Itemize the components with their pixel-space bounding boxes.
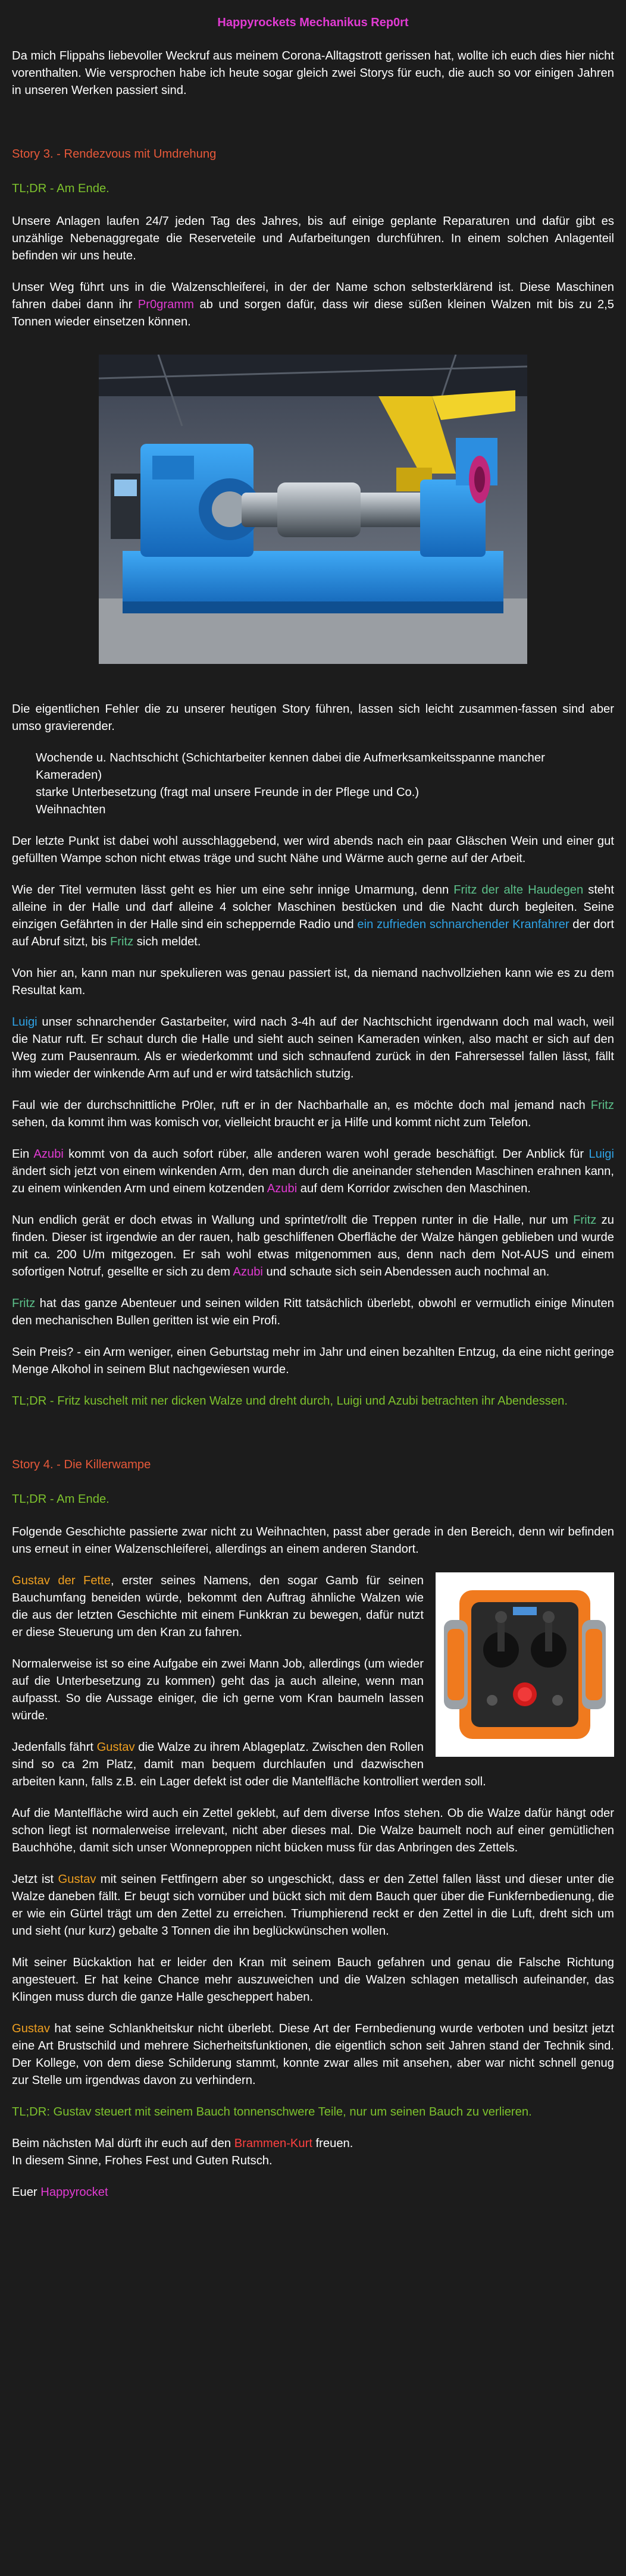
story3-paragraph-12: Sein Preis? - ein Arm weniger, einen Geburtstag mehr im Jahr und einen bezahlten Entzug, da eine nicht geringe Menge Alkohol in seinem Blut nachgewiesen wurde. xyxy=(12,1346,614,1376)
story3-title: Story 3. - Rendezvous mit Umdrehung xyxy=(12,148,217,161)
story4-tldr: TL;DR - Am Ende. xyxy=(12,1493,109,1506)
highlight-luigi: Luigi xyxy=(12,1016,37,1029)
highlight-luigi: Luigi xyxy=(589,1148,615,1161)
intro-paragraph: Da mich Flippahs liebevoller Weckruf aus meinem Corona-Alltagstrott gerissen hat, wollte ich euch dies hier nicht vorenthalten. Wie versprochen habe ich heute sogar gleich zwei Storys für euch, die auch so vor einigen Jahren in unseren Werken passiert sind. xyxy=(12,49,614,97)
highlight-azubi: Azubi xyxy=(267,1182,298,1195)
highlight-fritz: Fritz xyxy=(109,935,134,948)
story4-paragraph-6: Jetzt ist Gustav mit seinen Fettfingern aber so ungeschickt, dass er den Zettel fallen lässt und dieser unter die Walze daneben fällt. Er beugt sich vornüber und bückt sich mit dem Bauch quer über die Funkfernbedienung, die er wie ein Gürtel trägt um den Zettel zu erreichen. Triumphierend reckt er den Zettel in die Luft, dreht sich um und sieht (nur kurz) gebalte 3 Tonnen die ihn beglückwünschen wollen. xyxy=(12,1873,614,1938)
story3-paragraph-11: Fritz hat das ganze Abenteuer und seinen wilden Ritt tatsächlich überlebt, obwohl er vermutlich einige Minuten den mechanischen Bullen geritten ist wie ein Profi. xyxy=(12,1297,614,1327)
story4-paragraph-2: Gustav der Fette, erster seines Namens, den sogar Gamb für seinen Bauchumfang beneiden würde, bekommt den Auftrag ähnliche Walzen wie die aus der letzten Geschichte mit einem Funkkran zu bewegen, dafür nutzt er diese Steuerung um den Kran zu fahren. xyxy=(12,1574,424,1639)
story3-paragraph-10: Nun endlich gerät er doch etwas in Wallung und sprintet/rollt die Treppen runter in die Halle, nur um Fritz zu finden. Dieser ist irgendwie an der rauen, halb geschliffenen Oberfläche der Walze hängen geblieben und wurde mit ca. 200 U/m mitgezogen. Er sah wohl etwas mitgenommen aus, denn nach dem Not-AUS und einem sofortigen Notruf, gesellte er sich zu dem Azubi und schaute sich sein Abendessen auch nochmal an. xyxy=(12,1214,614,1278)
story3-paragraph-7: Luigi unser schnarchender Gastarbeiter, wird nach 3-4h auf der Nachtschicht irgendwann doch mal wach, weil die Natur ruft. Er schaut durch die Halle und sieht auch seinen Kameraden winken, also macht er sich auf den Weg zum Pausenraum. Als er wiederkommt und sich schnaufend zurück in den Fahrersessel fallen lässt, fällt ihm wieder der winkende Arm auf und er wird tatsächlich stutzig. xyxy=(12,1016,614,1080)
story3-paragraph-8: Faul wie der durchschnittliche Pr0ler, ruft er in der Nachbarhalle an, es möchte doch mal jemand nach Fritz sehen, da kommt ihm was komisch vor, vielleicht braucht er ja Hilfe und kommt nicht zum Telefon. xyxy=(12,1099,614,1129)
story4-paragraph-4: Jedenfalls fährt Gustav die Walze zu ihrem Ablageplatz. Zwischen den Rollen sind so ca 2m Platz, damit man bequem durchlaufen und dazwischen arbeiten kann, falls z.B. ein Lager defekt ist oder die Mantelfläche kontrolliert werden soll. xyxy=(12,1741,486,1788)
list-item: starke Unterbesetzung (fragt mal unsere Freunde in der Pflege und Co.) xyxy=(36,786,420,799)
highlight-brammen-kurt: Brammen-Kurt xyxy=(234,2137,312,2150)
story3-tldr-summary: TL;DR - Fritz kuschelt mit ner dicken Walze und dreht durch, Luigi und Azubi betrachten ihr Abendessen. xyxy=(12,1394,568,1408)
story4-float-section xyxy=(12,1572,614,1805)
highlight-azubi: Azubi xyxy=(33,1148,64,1161)
highlight-fritz: Fritz xyxy=(590,1099,614,1112)
section-gap xyxy=(12,114,614,146)
section-gap xyxy=(12,1424,614,1456)
story3-paragraph-4: Der letzte Punkt ist dabei wohl ausschlaggebend, wer wird abends nach ein paar Gläschen Wein und einer gut gefüllten Wampe schon nicht etwas träge und sucht Nähe und Wärme auch gerne auf der Arbeit. xyxy=(12,835,614,865)
story3-paragraph-3: Die eigentlichen Fehler die zu unserer heutigen Story führen, lassen sich leicht zusammen-fassen sind aber umso gravierender. xyxy=(12,703,614,733)
story4-paragraph-8: Gustav hat seine Schlankheitskur nicht überlebt. Diese Art der Fernbedienung wurde verboten und besitzt jetzt eine Art Brustschild und mehrere Sicherheitsfunktionen, die eigentlich schon seit Jahren stand der Technik sind. Der Kollege, von dem diese Schilderung stammt, konnte zwar alles mit ansehen, aber war nicht schnell genug zur Stelle um irgendwas davon zu verhindern. xyxy=(12,2022,614,2087)
highlight-fritz: Fritz xyxy=(12,1297,36,1310)
story3-paragraph-6: Von hier an, kann man nur spekulieren was genau passiert ist, da niemand nachvollziehen kann wie es zu dem Resultat kam. xyxy=(12,967,614,997)
highlight-gustav: Gustav xyxy=(96,1741,135,1754)
highlight-fritz: Fritz xyxy=(573,1214,597,1227)
signature: Euer Happyrocket xyxy=(12,2186,108,2199)
highlight-fritz-haudegen: Fritz der alte Haudegen xyxy=(453,883,584,897)
story3-paragraph-2: Unser Weg führt uns in die Walzenschleiferei, in der der Name schon selbsterklärend ist. Diese Maschinen fahren dabei dann ihr Pr0gramm ab und sorgen dafür, dass wir diese süßen kleinen Walzen mit bis zu 2,5 Tonnen wieder einsetzen können. xyxy=(12,281,615,328)
story4-paragraph-5: Auf die Mantelfläche wird auch ein Zettel geklebt, auf dem diverse Infos stehen. Ob die Walze dafür hängt oder schon liegt ist normalerweise irrelevant, nicht aber dieses mal. Die Walze baumelt noch auf einer gemütlichen Bauchhöhe, damit sich unser Wonneproppen nicht bücken muss für das Anbringen des Zettels. xyxy=(12,1807,614,1854)
causes-list xyxy=(12,750,614,819)
list-item: Weihnachten xyxy=(36,803,106,816)
story3-paragraph-1: Unsere Anlagen laufen 24/7 jeden Tag des Jahres, bis auf einige geplante Reparaturen und dafür gibt es unzählige Nebenaggregate die Reserveteile und Aufarbeitungen durchführen. In einem solchen Anlagenteil befinden wir uns heute. xyxy=(12,215,614,262)
outro-paragraph: Beim nächsten Mal dürft ihr euch auf den Brammen-Kurt freuen. In diesem Sinne, Frohes Fest und Guten Rutsch. xyxy=(12,2137,353,2167)
story3-tldr: TL;DR - Am Ende. xyxy=(12,182,109,195)
highlight-pr0gramm: Pr0gramm xyxy=(137,298,194,311)
story3-paragraph-5: Wie der Titel vermuten lässt geht es hier um eine sehr innige Umarmung, denn Fritz der alte Haudegen steht alleine in der Halle und darf alleine 4 solcher Maschinen bestücken und die Nacht durch begleiten. Seine einzigen Gefährten in der Halle sind ein scheppernde Radio und ein zufrieden schnarchender Kranfahrer der dort auf Abruf sitzt, bis Fritz sich meldet. xyxy=(12,883,614,948)
grinding-machine-photo xyxy=(99,355,527,664)
story4-paragraph-3: Normalerweise ist so eine Aufgabe ein zwei Mann Job, allerdings (um wieder auf die Unterbesetzung zu kommen) geht das ja auch alleine, wenn man aufpasst. So die Aussage einiger, die ich gerne vom Kran baumeln lassen würde. xyxy=(12,1657,424,1722)
story4-title: Story 4. - Die Killerwampe xyxy=(12,1458,151,1471)
story4-paragraph-1: Folgende Geschichte passierte zwar nicht zu Weihnachten, passt aber gerade in den Bereich, denn wir befinden uns erneut in einer Walzenschleiferei, allerdings an einem anderen Standort. xyxy=(12,1525,614,1556)
story4-paragraph-7: Mit seiner Bückaktion hat er leider den Kran mit seinem Bauch gefahren und genau die Falsche Richtung angesteuert. Er hat keine Chance mehr auszuweichen und die Walzen schlagen metallisch aufeinander, das Klingen muss durch die ganze Halle gescheppert haben. xyxy=(12,1956,614,2004)
story3-paragraph-9: Ein Azubi kommt von da auch sofort rüber, alle anderen waren wohl gerade beschäftigt. Der Anblick für Luigi ändert sich jetzt von einem winkenden Arm, den man durch die aneinander stehenden Maschinen erahnen kann, zu einem winkenden Arm und einem kotzenden Azubi auf dem Korridor zwischen den Maschinen. xyxy=(12,1148,615,1195)
highlight-gustav: Gustav xyxy=(12,2022,50,2035)
list-item: Wochende u. Nachtschicht (Schichtarbeiter kennen dabei die Aufmerksamkeitsspanne mancher Kameraden) xyxy=(36,751,545,782)
radio-remote-control-photo xyxy=(436,1572,614,1757)
highlight-azubi: Azubi xyxy=(233,1265,263,1278)
highlight-gustav: Gustav xyxy=(58,1873,96,1886)
highlight-gustav-der-fette: Gustav der Fette xyxy=(12,1574,111,1587)
story4-tldr-summary: TL;DR: Gustav steuert mit seinem Bauch tonnenschwere Teile, nur um seinen Bauch zu verlieren. xyxy=(12,2105,532,2119)
highlight-happyrocket: Happyrocket xyxy=(40,2186,108,2199)
page-title: Happyrockets Mechanikus Rep0rt xyxy=(217,16,409,29)
highlight-kranfahrer: ein zufrieden schnarchender Kranfahrer xyxy=(357,918,569,931)
